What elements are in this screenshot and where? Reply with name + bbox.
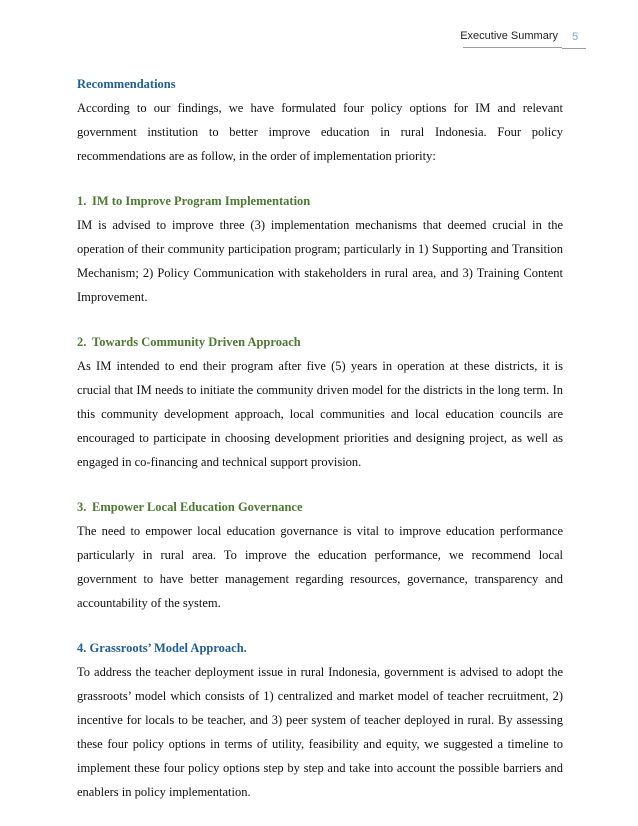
section-heading (77, 333, 563, 351)
section-paragraph: To address the teacher deployment issue in rural Indonesia, government is advised to adopt the grassroots’ model which consists of 1) centralized and market model of teacher recruitment, 2) incentive for locals to be teacher, and 3) peer system of teacher deployed in rural. By assessing these four policy options in terms of utility, feasibility and equity, we suggested a timeline to implement these four policy options step by step and take into account the possible barriers and enablers in policy implementation. (77, 665, 563, 799)
section-number: 2. (77, 335, 87, 349)
section-paragraph: IM is advised to improve three (3) implementation mechanisms that deemed crucial in the operation of their community participation program; particularly in 1) Supporting and Transition Mechanism; 2) Policy Communication with stakeholders in rural area, and 3) Training Content Improvement. (77, 218, 563, 304)
section-community-driven (77, 333, 563, 474)
section-paragraph: The need to empower local education governance is vital to improve education performance particularly in rural area. To improve the education performance, we recommend local government to have better management regarding resources, governance, transparency and accountability of the system. (77, 524, 563, 610)
section-heading-text: Empower Local Education Governance (92, 500, 303, 514)
section-paragraph: According to our findings, we have formulated four policy options for IM and relevant government institution to better improve education in rural Indonesia. Four policy recommendations are as follow, in the order of implementation priority: (77, 101, 563, 163)
section-heading: 4. Grassroots’ Model Approach. (77, 641, 247, 655)
section-local-governance (77, 498, 563, 615)
section-heading: Recommendations (77, 77, 176, 91)
section-heading (77, 498, 563, 516)
page-header (0, 27, 638, 49)
section-heading-text: IM to Improve Program Implementation (92, 194, 311, 208)
section-recommendations (77, 75, 563, 168)
section-im-program-implementation (77, 192, 563, 309)
page-number: 5 (572, 31, 579, 43)
header-rule (463, 47, 562, 48)
section-grassroots-model (77, 639, 563, 804)
section-number: 3. (77, 500, 87, 514)
header-title: Executive Summary (460, 30, 558, 42)
section-number: 1. (77, 194, 87, 208)
document-body (77, 75, 563, 804)
section-heading (77, 192, 563, 210)
section-heading-text: Towards Community Driven Approach (92, 335, 301, 349)
section-paragraph: As IM intended to end their program after five (5) years in operation at these districts, it is crucial that IM needs to initiate the community driven model for the districts in the long term. In this community development approach, local communities and local education councils are encouraged to participate in choosing development priorities and designing project, as well as engaged in co-financing and technical support provision. (77, 359, 563, 469)
